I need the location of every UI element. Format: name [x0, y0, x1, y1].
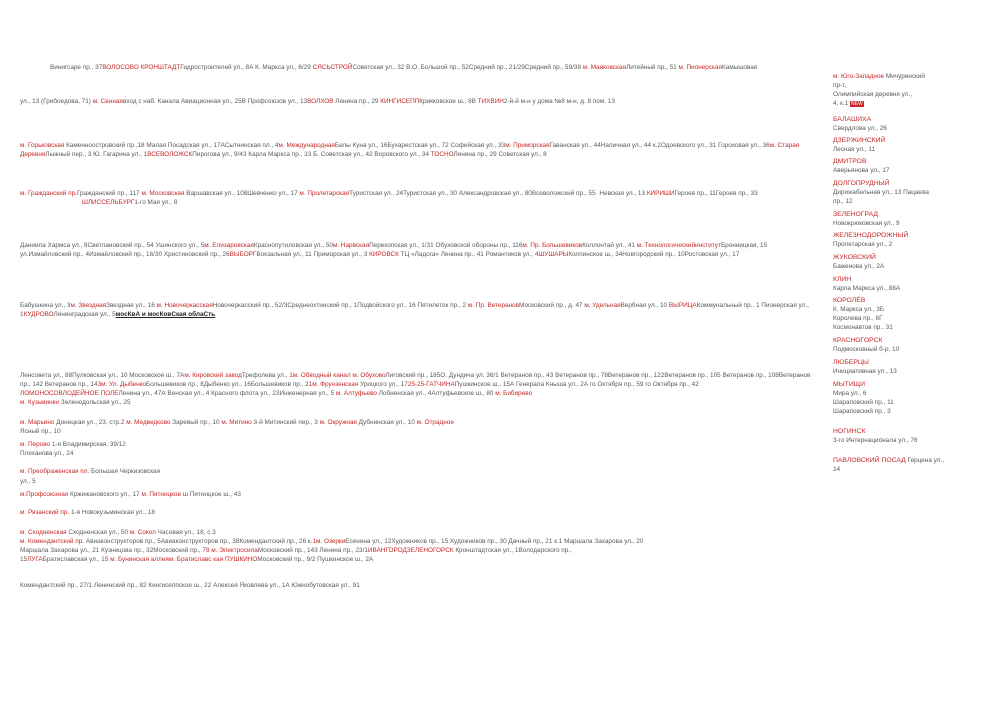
location-name: м. Пятницкое ш	[141, 491, 189, 498]
address-line	[20, 399, 131, 407]
location-name: ВЫБОРГ	[229, 251, 257, 258]
address-text: Космонавтов пр., 31	[833, 324, 893, 331]
city-name: ДМИТРОВ	[833, 158, 867, 165]
city-name: КРАСНОГОРСК	[833, 337, 883, 344]
address-text: Дубнинская ул., 10	[356, 419, 417, 426]
location-name: м. Марьино	[20, 419, 55, 426]
sidebar-line	[833, 231, 908, 240]
address-text: Варшавская ул., 108Шевченко ул., 17	[184, 190, 300, 197]
location-name: СЯСЬСТРОЙ	[312, 64, 353, 71]
location-name: 1м. Обводный канал м. Обухово	[289, 372, 386, 379]
address-text: Краснопутиловская ул., 50	[253, 242, 333, 249]
section-heading: мосКвА и мосКовСкая облаСть	[115, 311, 216, 318]
sidebar-line	[833, 323, 893, 332]
location-name: м. Митино	[221, 419, 252, 426]
location-name: м. Перово	[20, 441, 51, 448]
sidebar-line	[833, 90, 912, 99]
sidebar-line	[833, 398, 894, 407]
sidebar-line	[833, 465, 840, 474]
address-text: 1-го Мая ул., 8	[134, 199, 178, 206]
sidebar-line	[833, 389, 866, 398]
sidebar-line	[833, 275, 851, 284]
sidebar-line	[833, 210, 878, 219]
address-line	[20, 251, 739, 259]
address-line	[20, 151, 547, 159]
address-text: Пирогова ул., 9/43 Карла Маркса пр., 33 Б. Советская ул., 42 Воровского ул., 34	[192, 151, 431, 158]
city-name: БАЛАШИХА	[833, 116, 872, 123]
address-line	[20, 491, 241, 499]
location-name: м. Удельная	[584, 302, 621, 309]
address-text: Гражданский пр., 117	[76, 190, 142, 197]
sidebar-line	[833, 305, 884, 314]
address-line	[20, 311, 215, 319]
address-text: Зеленодольская ул., 25	[58, 399, 131, 406]
address-text: 3-го Интернационала ул., 76	[833, 437, 918, 444]
location-name: м. Технологический	[636, 242, 696, 249]
sidebar-line	[833, 124, 887, 133]
address-line	[82, 199, 177, 207]
address-line	[20, 450, 73, 458]
address-text: Даниила Хармса ул., 8Светлановский пр., 54 Ушинского ул., 5	[20, 242, 205, 249]
sidebar-line	[833, 407, 891, 416]
address-text: 14	[833, 466, 841, 473]
address-line	[20, 419, 454, 427]
address-line	[20, 190, 758, 198]
location-name: ИВАНГОРОДЗЕЛЕНОГОРСК	[367, 547, 454, 554]
address-text: Инженерная ул., 5	[279, 390, 336, 397]
address-line	[20, 509, 155, 517]
sidebar-line	[833, 157, 867, 166]
address-text: Лобненская ул., 4Алтуфьевское ш., 80	[376, 390, 496, 397]
sidebar-line	[833, 314, 883, 323]
address-line	[20, 478, 36, 486]
address-text: Лесная ул., 11	[833, 146, 876, 153]
location-name: м. Преображенская пл.	[20, 468, 90, 475]
address-line	[20, 98, 615, 106]
address-line	[20, 142, 799, 150]
address-text: 1-я Владимирская, 39/12	[50, 441, 126, 448]
address-line	[20, 547, 572, 555]
address-line	[20, 582, 360, 590]
location-name: м. Медведково	[126, 419, 171, 426]
address-text: пр., 12	[833, 198, 853, 205]
location-name: м. Московская	[141, 190, 185, 197]
location-name: ЛОМОНОСОВЛОДЕЙНОЕ ПОЛЕ	[20, 390, 119, 397]
location-name: м. Отрадное	[416, 419, 454, 426]
address-text: Заревый пр., 10	[170, 419, 222, 426]
sidebar-line	[833, 358, 869, 367]
location-name: м. Старая	[769, 142, 800, 149]
location-name: м. Международная	[278, 142, 335, 149]
location-name: Деревня	[20, 151, 46, 158]
address-text: ул.Измайловский пр., 4Измайловский пр., 16/30 Христиновский пр., 26	[20, 251, 230, 258]
city-name: КОРОЛЁВ	[833, 297, 866, 304]
address-text: Литейный пр., 51	[626, 64, 677, 71]
location-name: м. Горьковская	[20, 142, 65, 149]
address-text: Аверьянова ул., 17	[833, 167, 890, 174]
address-text: Есенина ул., 12Художников пр., 15 Художников пр., 30 Дачный пр., 21 к.1 Маршала Захарова ул., 20	[345, 538, 644, 545]
address-text: Крикковское ш., 8В	[419, 98, 478, 105]
address-text: Большая Черкизовская	[89, 468, 161, 475]
address-text: Авиаконструкторов пр., 5Авиаконструкторов пр., 38Комендантский пр., 26 к.	[84, 538, 313, 545]
address-text: Звездная ул., 16	[106, 302, 157, 309]
location-name: ШЛИССЕЛЬБУРГ	[82, 199, 135, 206]
location-name: м. Окружная	[319, 419, 357, 426]
sidebar-line	[833, 99, 864, 109]
city-name: ДЗЕРЖИНСКИЙ	[833, 137, 886, 144]
location-name: ВОЛХОВ	[307, 98, 334, 105]
location-name: м. Приморская	[505, 142, 550, 149]
location-name: м. Комендантский пр.	[20, 538, 85, 545]
address-text: К. Маркса ул., 3Б	[833, 306, 885, 313]
city-name: ПАВЛОВСКИЙ ПОСАД	[833, 457, 906, 464]
location-name: м. Звездная	[70, 302, 107, 309]
address-line	[20, 441, 126, 449]
location-name: ТОСНО	[430, 151, 454, 158]
location-name: м. Сенная	[92, 98, 123, 105]
address-text: Большевиков пр., 8Дыбенко ул., 16Большевиков пр., 2	[146, 381, 309, 388]
address-text: Коллонтай ул., 41	[582, 242, 637, 249]
location-name: ВЫРИЦА	[668, 302, 697, 309]
address-line	[20, 390, 532, 398]
address-text: Инициативная ул., 13	[833, 368, 897, 375]
location-name: м. Юго-Западное	[833, 73, 885, 80]
location-name: 1м. Озерки	[312, 538, 346, 545]
address-text: Сходненская ул., 50	[66, 529, 130, 536]
new-badge: NEW	[851, 101, 863, 107]
address-text: Герцена ул.,	[905, 457, 945, 464]
address-text: Бабушкина ул., 3	[20, 302, 71, 309]
address-text: Гидростроителей ул., 8А К. Маркса ул., 6/29	[180, 64, 311, 71]
location-name: м. Гражданский пр.	[20, 190, 77, 197]
address-text: ул., 5	[20, 478, 36, 485]
location-name: 25-25-ГАТЧИНА	[407, 381, 455, 388]
location-name: м. Елизаровская	[204, 242, 254, 249]
location-name: КИРИШИ	[646, 190, 675, 197]
address-text: Часовая ул., 18, с.3	[155, 529, 216, 536]
sidebar-line	[833, 262, 884, 271]
address-text: Свердлова ул., 26	[833, 125, 887, 132]
location-name: ЛУГА	[27, 556, 43, 563]
sidebar-line	[833, 427, 866, 436]
city-name: ЖЕЛЕЗНОДОРОЖНЫЙ	[833, 232, 909, 239]
city-name: ЗЕЛЕНОГРАД	[833, 211, 878, 218]
address-text: Советская ул., 32 В.О. Большой пр., 52Средний пр., 21/29Средний пр., 59/38	[352, 64, 582, 71]
address-text: Винигсаре пр., 37	[50, 64, 103, 71]
address-text: Лиговский пр., 185О. Дундича ул. 36/1 Ветеранов пр., 43 Ветеранов пр., 78Ветеранов пр., 122Ветеранов пр., 105 Ветеранов пр., 108Ветеранов	[385, 372, 811, 379]
location-name: м. Бибирево	[495, 390, 533, 397]
address-text: ТЦ «Ладога» Ленина пр., 41 Романтиков ул., 4	[398, 251, 539, 258]
address-text: Карла Маркса ул., 88А	[833, 285, 901, 292]
address-text: Новочеркасский пр., 52/3Среднеохтинский пр., 1Подвойского ул., 16 Пятилеток пр., 2	[212, 302, 468, 309]
sidebar-line	[833, 72, 925, 81]
location-name: м. Бунинская аллеям. Братиславс кая	[110, 556, 224, 563]
address-text: Пушкинское ш., 15А Генерала Кныша ул., 2А го Октября пр., 59 го Октября пр., 42	[454, 381, 699, 388]
address-text: Баженова ул., 2А	[833, 263, 885, 270]
address-text: Новокрюковская ул., 9	[833, 220, 900, 227]
address-text: Каменноостровский пр.,18 Малая Посадская ул., 17АСытнинская пл., 4	[64, 142, 279, 149]
address-text: Ленсовета ул., 88Пулковская ул., 10 Московское ш., 7А	[20, 372, 185, 379]
location-name: ШУШАРЫ	[538, 251, 569, 258]
address-text: Вокзальная ул., 11 Приморская ул., 3	[256, 251, 370, 258]
address-text: 1	[20, 311, 24, 318]
sidebar-line	[833, 345, 899, 354]
location-name: м. Нарвская	[332, 242, 370, 249]
location-name: м. Сокол	[129, 529, 156, 536]
address-line	[20, 372, 810, 380]
address-text: 15	[20, 556, 28, 563]
address-text: 1-я Новокузьминская ул., 18	[69, 509, 155, 516]
location-name: м. Пролетарская	[299, 190, 350, 197]
address-line	[20, 529, 216, 537]
address-text: Московский пр., 9/2 Пушкинское ш., 2А	[257, 556, 374, 563]
address-text: Плеханова ул., 24	[20, 450, 74, 457]
address-text: Героев пр., 11Героев пр., 33	[674, 190, 758, 197]
location-name: 1м. Фрунзенская	[308, 381, 359, 388]
address-text: Трефолева ул.,	[241, 372, 290, 379]
address-text: Кржижановского ул., 17	[68, 491, 142, 498]
address-text: Ленина пр., 29 Советская ул., 8	[453, 151, 547, 158]
location-name: м. Пр. Большевиков	[522, 242, 583, 249]
sidebar-line	[833, 240, 892, 249]
address-text: Пролетарская ул., 2	[833, 241, 893, 248]
sidebar-line	[833, 219, 900, 228]
address-text: Камышовая	[721, 64, 758, 71]
location-name: м. Пионерская	[678, 64, 722, 71]
location-name: м. Маяковская	[582, 64, 627, 71]
address-text: Донецкая ул., 23, стр.2	[54, 419, 127, 426]
address-text: ул., 13 (Грибоедова, 71)	[20, 98, 93, 105]
address-text: Перекопская ул., 1/31 Обуховской обороны пр., 116	[369, 242, 523, 249]
sidebar-line	[833, 380, 865, 389]
city-name: МЫТИЩИ	[833, 381, 865, 388]
address-text: Коммунальный пр., 1 Пионерская ул.,	[696, 302, 809, 309]
address-text: Белы Куна ул., 16Бухарестская ул., 72 Софийская ул., 33	[334, 142, 506, 149]
address-text: Ленинградская ул., 5	[53, 311, 116, 318]
address-line	[20, 381, 699, 389]
location-name: м. Алтуфьево	[335, 390, 377, 397]
address-text: пр-т,	[833, 82, 847, 89]
address-text: Московский пр., д. 47	[519, 302, 585, 309]
location-name: КУДРОВО	[23, 311, 54, 318]
address-line	[20, 468, 160, 476]
location-name: м. Пр. Ветеранов	[467, 302, 520, 309]
sidebar-line	[833, 136, 885, 145]
location-name: м. Сходненская	[20, 529, 67, 536]
address-text: 2-й-й м-н у дома №8 м-н, д. 8 пом. 13	[503, 98, 615, 105]
sidebar-line	[833, 179, 890, 188]
sidebar-line	[833, 456, 944, 465]
address-text: Лыжный пер., 3 Ю. Гагарина ул., 1	[45, 151, 148, 158]
city-name: КЛИН	[833, 276, 852, 283]
address-line	[20, 242, 767, 250]
address-text: Мира ул., 6	[833, 390, 867, 397]
address-text: Бронницкая, 15	[720, 242, 768, 249]
location-name: институт	[695, 242, 721, 249]
location-name: 8 м. Электросила	[205, 547, 258, 554]
address-text: вход с наб. Канала Авиационная ул., 25В Профсоюзов ул., 13	[122, 98, 308, 105]
sidebar-line	[833, 197, 852, 206]
address-text: Королева пр., 6Г	[833, 315, 883, 322]
address-text: Ленина ул., 47А Венская ул., 4 Красного флота ул., 2	[118, 390, 276, 397]
sidebar-line	[833, 253, 876, 262]
sidebar-line	[833, 296, 865, 305]
address-text: Московский пр., 143 Ленина пр., 23/1	[257, 547, 368, 554]
address-line	[20, 538, 643, 546]
sidebar-line	[833, 436, 918, 445]
city-name: ЖУКОВСКИЙ	[833, 254, 876, 261]
address-text: Ясный пр., 10	[20, 428, 61, 435]
location-name: м.Профсоюзная	[20, 491, 69, 498]
address-line	[20, 556, 373, 564]
address-text: Подмосковный б-р, 10	[833, 346, 900, 353]
sidebar-line	[833, 284, 900, 293]
address-text: Маршала Захарова ул., 21 Кузнецова пр., 32Московский пр., 7	[20, 547, 206, 554]
sidebar-line	[833, 367, 897, 376]
address-text: Братиславская ул., 15	[42, 556, 111, 563]
location-name: ВСЕВОЛОЖСК	[147, 151, 193, 158]
sidebar-line	[833, 145, 875, 154]
address-text: Колпинское ш., 34Новгородский пр., 10Ростовская ул., 17	[568, 251, 740, 258]
sidebar-line	[833, 115, 871, 124]
address-text: 4, к.1	[833, 100, 851, 107]
location-name: КИРОВСК	[369, 251, 399, 258]
location-name: м. Кировский завод	[184, 372, 242, 379]
address-text: Дирижабельная ул., 13 Пацаева	[833, 189, 929, 196]
address-text: пр., 142 Ветеранов пр., 14	[20, 381, 98, 388]
city-name: НОГИНСК	[833, 428, 866, 435]
address-line	[20, 302, 809, 310]
address-text: Комендантский пр., 27/1 Ленинский пр., 82 Кингисеппское ш., 22 Алексея Яковлева ул., 1А Южнобутовская ул., 91	[20, 582, 360, 589]
location-name: 3м. Ул. Дыбенко	[97, 381, 147, 388]
location-name: м. Кузьминки	[20, 399, 59, 406]
address-text: Пятницкое ш., 43	[188, 491, 241, 498]
address-line	[50, 64, 757, 72]
address-text: Гаванская ул., 44Наличная ул., 44 к.2Одоевского ул., 31 Гороховая ул., 36	[549, 142, 770, 149]
address-text: Олимпийская деревня ул.,	[833, 91, 912, 98]
location-name: ТИХВИН	[477, 98, 504, 105]
sidebar-line	[833, 81, 846, 90]
address-text: 3-й Митинский пер., 3	[251, 419, 320, 426]
location-name: м. Рязанский пр.	[20, 509, 70, 516]
sidebar-line	[833, 166, 889, 175]
sidebar-line	[833, 188, 929, 197]
address-text: Шараповский пр., 11	[833, 399, 894, 406]
address-text: Мичуринский	[884, 73, 925, 80]
address-text: Урицкого ул., 17	[358, 381, 408, 388]
address-text: Кронштадтская ул., 1Володарского пр.,	[453, 547, 572, 554]
city-name: ДОЛГОПРУДНЫЙ	[833, 180, 890, 187]
location-name: ВОЛОСОВО КРОНШТАДТ	[102, 64, 181, 71]
sidebar-line	[833, 336, 882, 345]
location-name: ПУШКИНО	[224, 556, 258, 563]
address-text: Туристская ул., 24Туристская ул., 30 Александровская ул., 80Всеволожский пр., 55· Невская ул., 13	[349, 190, 647, 197]
address-text: Ленина пр., 29	[333, 98, 381, 105]
address-text: Шараповский пр., 3	[833, 408, 891, 415]
city-name: ЛЮБЕРЦЫ	[833, 359, 869, 366]
address-text: 3	[275, 390, 280, 397]
location-name: м. Новочеркасская	[156, 302, 213, 309]
address-line	[20, 428, 61, 436]
address-text: Вербная ул., 10	[620, 302, 669, 309]
location-name: КИНГИСЕПП	[380, 98, 420, 105]
